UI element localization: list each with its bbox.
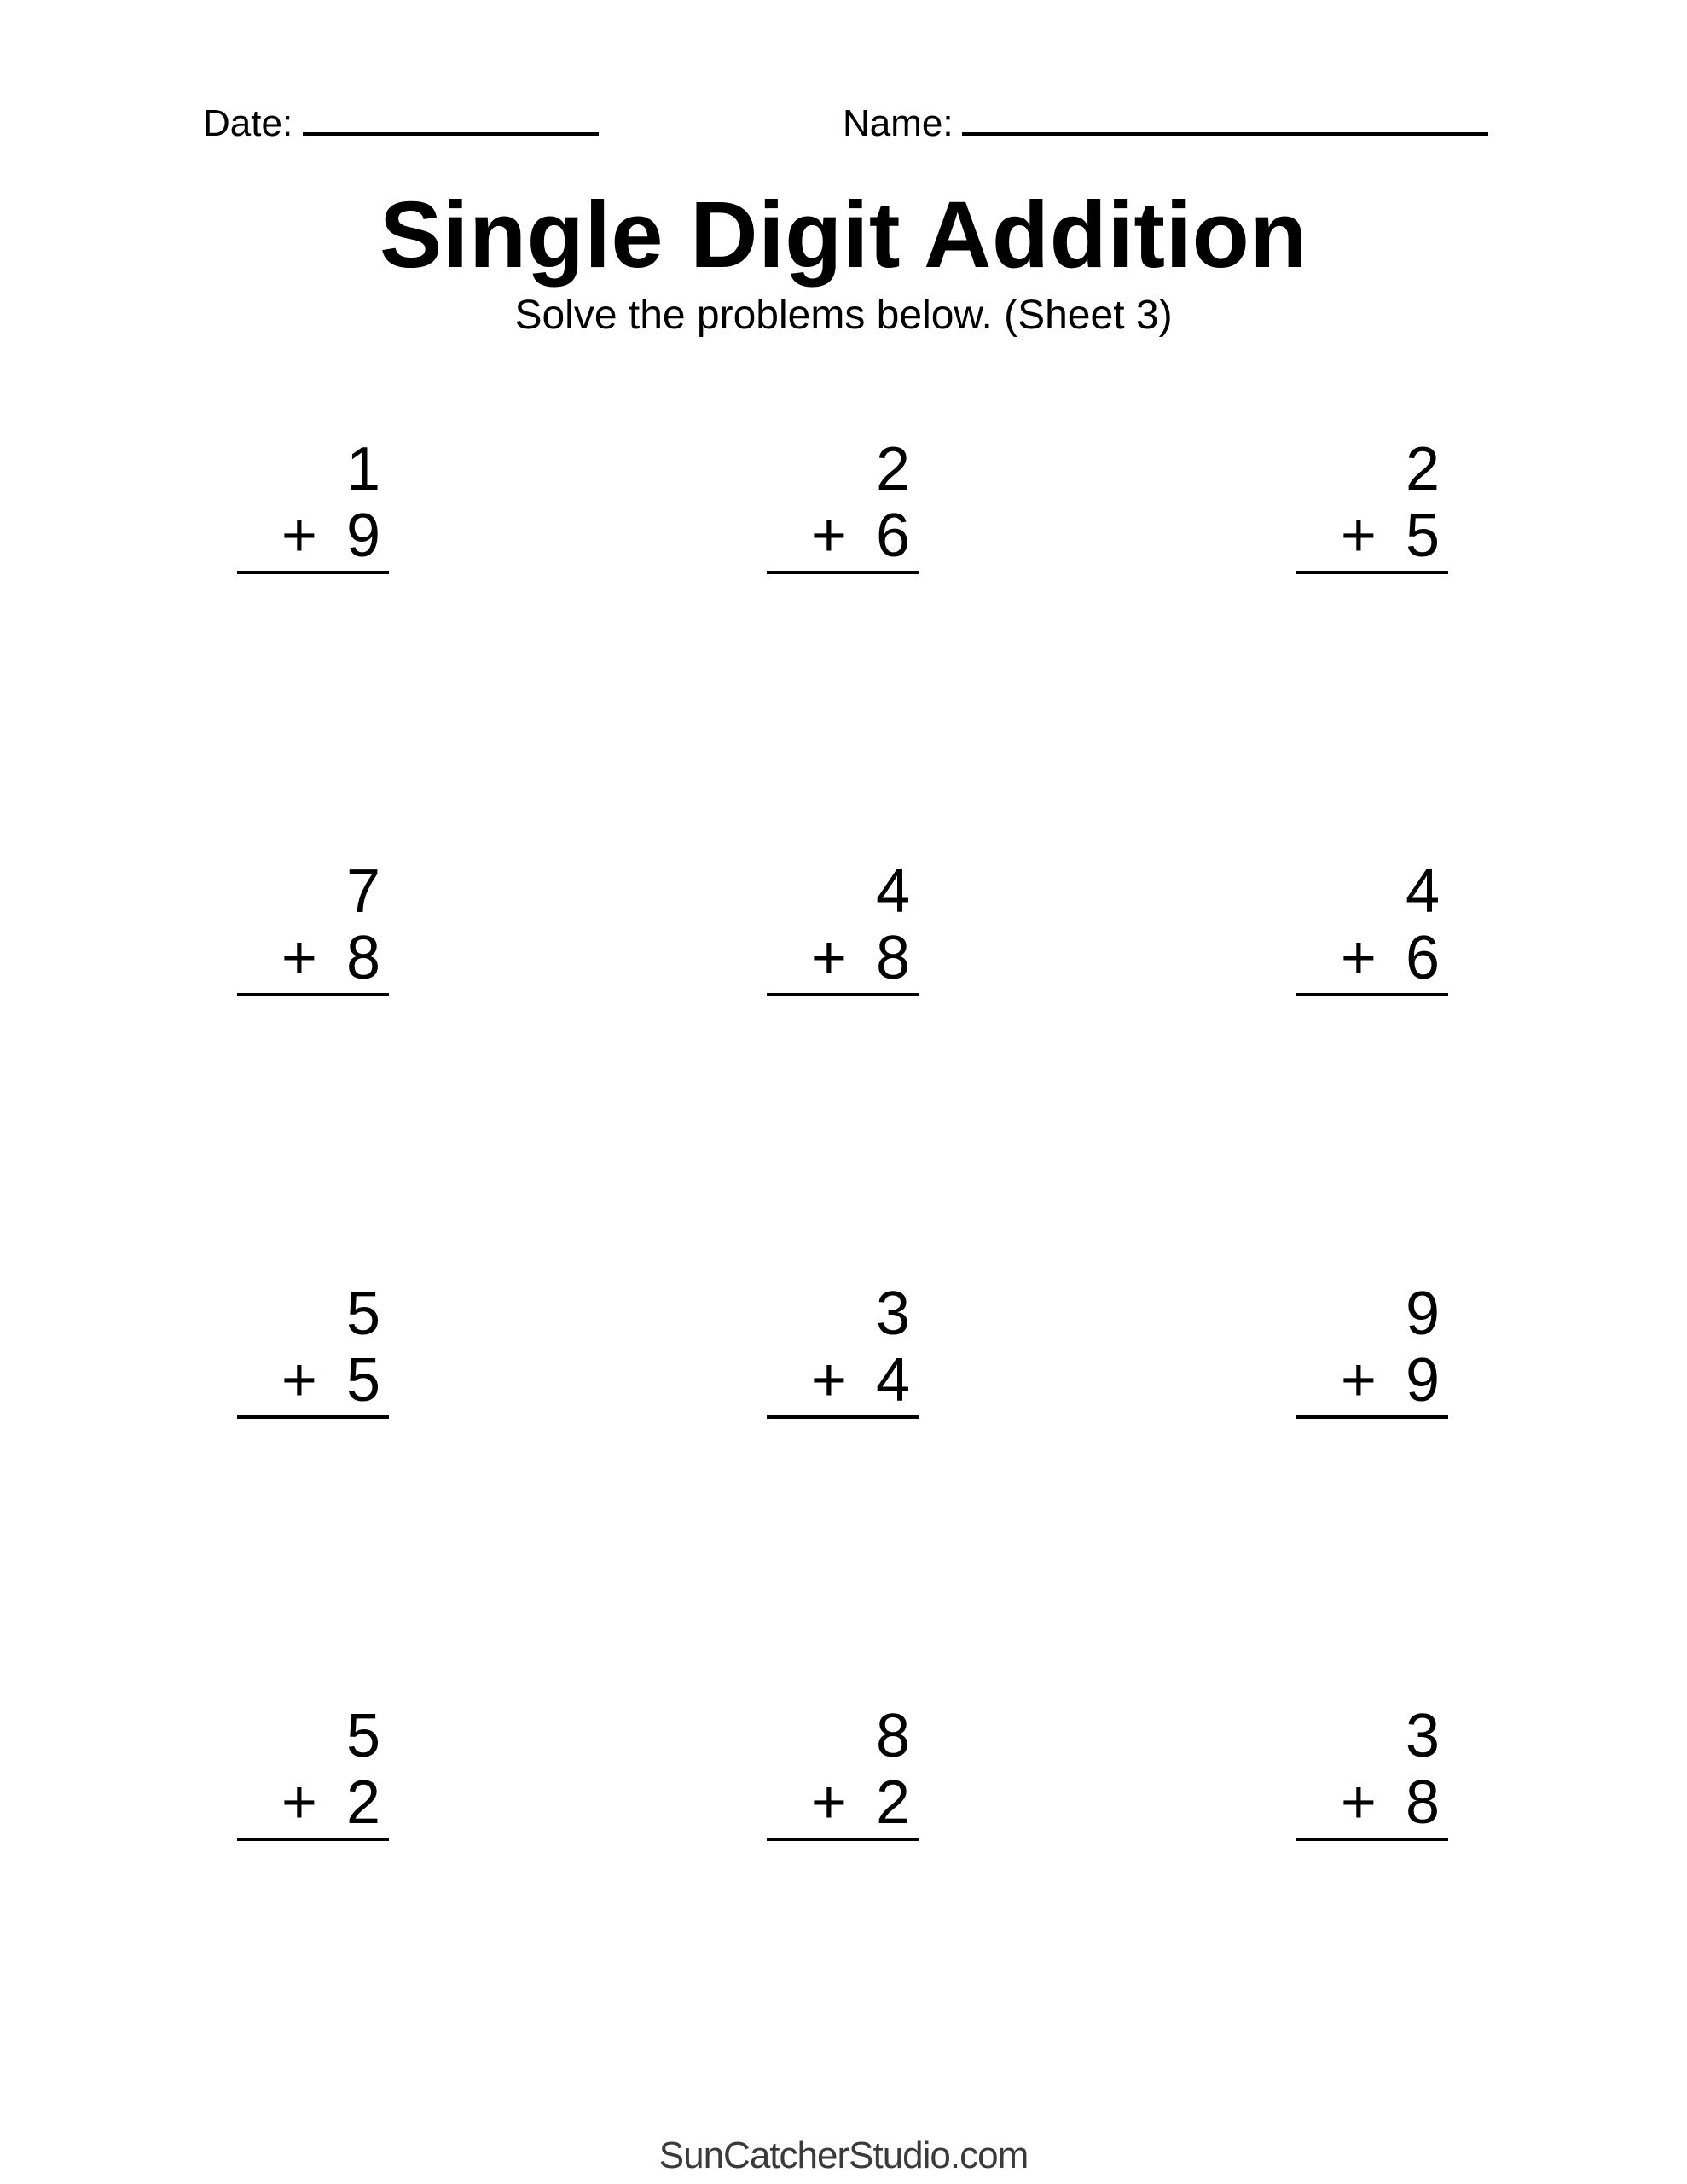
top-operand: 7 — [345, 857, 380, 926]
top-operand: 4 — [1405, 857, 1440, 926]
name-field — [843, 102, 1488, 145]
name-label: Name: — [843, 102, 954, 144]
plus-operator: + — [281, 924, 317, 992]
date-label: Date: — [203, 102, 293, 144]
answer-line — [1296, 993, 1448, 996]
bottom-operand: 6 — [875, 502, 910, 570]
plus-operator: + — [281, 1346, 317, 1414]
answer-line — [237, 1415, 389, 1419]
top-operand: 2 — [1405, 435, 1440, 503]
top-operand: 5 — [345, 1702, 380, 1770]
addition-problem-10 — [237, 1703, 389, 2125]
answer-line — [767, 1415, 919, 1419]
bottom-operand: 9 — [345, 502, 380, 570]
answer-line — [237, 993, 389, 996]
plus-operator: + — [1340, 1346, 1377, 1414]
addition-problem-12 — [1296, 1703, 1448, 2125]
addition-problem-4 — [237, 858, 389, 1281]
bottom-operand: 5 — [345, 1346, 380, 1414]
answer-line — [1296, 1838, 1448, 1841]
plus-operator: + — [810, 1769, 847, 1837]
top-operand: 3 — [875, 1280, 910, 1348]
top-operand: 5 — [345, 1280, 380, 1348]
addition-problem-2 — [767, 436, 919, 858]
addition-problem-7 — [237, 1281, 389, 1703]
plus-operator: + — [281, 1769, 317, 1837]
page-subtitle: Solve the problems below. (Sheet 3) — [514, 293, 1173, 338]
top-operand: 9 — [1405, 1280, 1440, 1348]
plus-operator: + — [1340, 1769, 1377, 1837]
bottom-operand: 8 — [345, 924, 380, 992]
answer-line — [1296, 1415, 1448, 1419]
bottom-operand: 4 — [875, 1346, 910, 1414]
bottom-operand: 2 — [345, 1769, 380, 1837]
top-operand: 1 — [345, 435, 380, 503]
plus-operator: + — [810, 1346, 847, 1414]
answer-line — [237, 1838, 389, 1841]
answer-line — [767, 993, 919, 996]
plus-operator: + — [1340, 502, 1377, 570]
addition-problem-5 — [767, 858, 919, 1281]
top-operand: 4 — [875, 857, 910, 926]
answer-line — [767, 1838, 919, 1841]
addition-problem-11 — [767, 1703, 919, 2125]
addition-problem-3 — [1296, 436, 1448, 858]
addition-problem-8 — [767, 1281, 919, 1703]
plus-operator: + — [810, 924, 847, 992]
plus-operator: + — [1340, 924, 1377, 992]
bottom-operand: 8 — [1405, 1769, 1440, 1837]
bottom-operand: 9 — [1405, 1346, 1440, 1414]
footer-site-credit: SunCatcherStudio.com — [658, 2135, 1029, 2176]
date-blank-line — [303, 132, 599, 136]
answer-line — [767, 571, 919, 574]
top-operand: 2 — [875, 435, 910, 503]
plus-operator: + — [281, 502, 317, 570]
page-title: Single Digit Addition — [380, 183, 1307, 288]
top-operand: 8 — [875, 1702, 910, 1770]
plus-operator: + — [810, 502, 847, 570]
bottom-operand: 5 — [1405, 502, 1440, 570]
addition-problem-1 — [237, 436, 389, 858]
answer-line — [237, 571, 389, 574]
date-field — [203, 102, 599, 145]
addition-problem-6 — [1296, 858, 1448, 1281]
addition-problem-9 — [1296, 1281, 1448, 1703]
top-operand: 3 — [1405, 1702, 1440, 1770]
problems-grid — [237, 436, 1448, 2125]
bottom-operand: 8 — [875, 924, 910, 992]
name-blank-line — [962, 132, 1488, 136]
bottom-operand: 2 — [875, 1769, 910, 1837]
answer-line — [1296, 571, 1448, 574]
bottom-operand: 6 — [1405, 924, 1440, 992]
